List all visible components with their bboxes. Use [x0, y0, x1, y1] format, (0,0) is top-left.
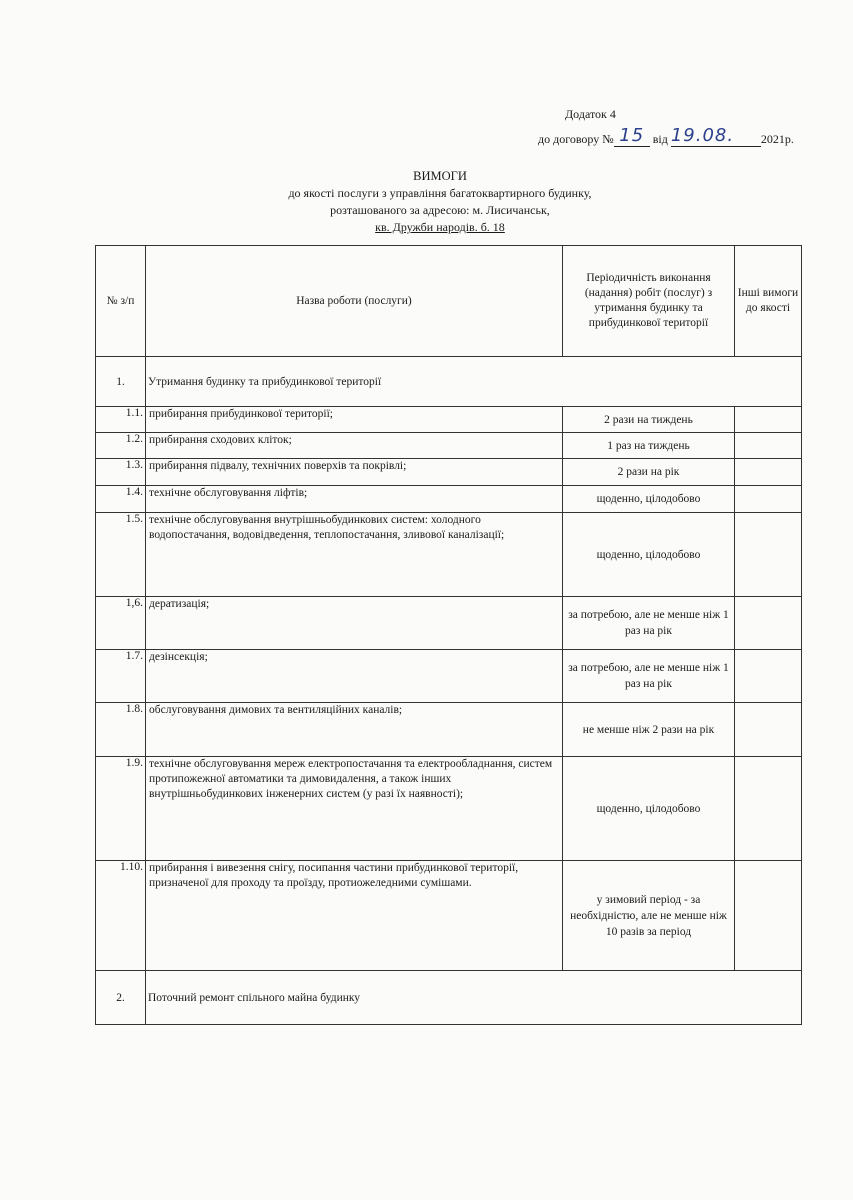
section-number: 2.	[96, 971, 146, 1025]
table-row	[96, 513, 802, 597]
row-periodicity: у зимовий період - за необхідністю, але не менше ніж 10 разів за період	[563, 861, 735, 971]
row-other	[735, 703, 802, 757]
row-work-name: дератизація;	[146, 597, 563, 650]
table-row	[96, 703, 802, 757]
row-number: 1.1.	[96, 407, 146, 433]
row-work-name: обслуговування димових та вентиляційних каналів;	[146, 703, 563, 757]
row-periodicity: 2 рази на рік	[563, 459, 735, 486]
header-other-requirements: Інші вимоги до якості	[735, 246, 802, 357]
header-number: № з/п	[96, 246, 146, 357]
row-periodicity: щоденно, цілодобово	[563, 757, 735, 861]
row-number: 1,6.	[96, 597, 146, 650]
row-number: 1.2.	[96, 433, 146, 459]
section-title: Поточний ремонт спільного майна будинку	[146, 971, 802, 1025]
title-line-1: до якості послуги з управління багатоквартирного будинку,	[288, 186, 592, 200]
row-number: 1.3.	[96, 459, 146, 486]
row-other	[735, 650, 802, 703]
row-other	[735, 757, 802, 861]
requirements-table	[95, 245, 802, 1025]
contract-from: від	[652, 132, 668, 146]
table-row	[96, 650, 802, 703]
row-number: 1.5.	[96, 513, 146, 597]
table-row	[96, 486, 802, 513]
row-number: 1.8.	[96, 703, 146, 757]
contract-prefix: до договору №	[538, 132, 614, 146]
table-header-row	[96, 246, 802, 357]
row-number: 1.4.	[96, 486, 146, 513]
row-periodicity: за потребою, але не менше ніж 1 раз на рік	[563, 597, 735, 650]
appendix-label: Додаток 4	[565, 107, 616, 121]
row-other	[735, 433, 802, 459]
contract-reference	[538, 125, 794, 147]
header-work-name: Назва роботи (послуги)	[146, 246, 563, 357]
row-other	[735, 459, 802, 486]
table-row	[96, 597, 802, 650]
section-number: 1.	[96, 357, 146, 407]
row-other	[735, 407, 802, 433]
row-number: 1.10.	[96, 861, 146, 971]
row-work-name: прибирання і вивезення снігу, посипання частини прибудинкової території, призначеної для проходу та проїзду, протиожеледними сумішами.	[146, 861, 563, 971]
row-other	[735, 513, 802, 597]
contract-number: 15	[619, 125, 645, 146]
row-work-name: прибирання прибудинкової території;	[146, 407, 563, 433]
row-work-name: технічне обслуговування внутрішньобудинкових систем: холодного водопостачання, водовідведення, теплопостачання, зливової каналізації;	[146, 513, 563, 597]
row-number: 1.7.	[96, 650, 146, 703]
row-work-name: прибирання сходових кліток;	[146, 433, 563, 459]
table-row	[96, 433, 802, 459]
table-row	[96, 407, 802, 433]
section-row	[96, 971, 802, 1025]
contract-year: 2021р.	[760, 132, 794, 146]
row-periodicity: не менше ніж 2 рази на рік	[563, 703, 735, 757]
row-work-name: технічне обслуговування мереж електропостачання та електрообладнання, систем протипожежної автоматики та димовидалення, а також інших внутрішньобудинкових інженерних систем (у разі їх наявності);	[146, 757, 563, 861]
row-other	[735, 597, 802, 650]
table-row	[96, 459, 802, 486]
row-periodicity: щоденно, цілодобово	[563, 513, 735, 597]
table-row	[96, 861, 802, 971]
row-periodicity: щоденно, цілодобово	[563, 486, 735, 513]
row-work-name: прибирання підвалу, технічних поверхів та покрівлі;	[146, 459, 563, 486]
row-periodicity: 2 рази на тиждень	[563, 407, 735, 433]
row-periodicity: за потребою, але не менше ніж 1 раз на рік	[563, 650, 735, 703]
section-row	[96, 357, 802, 407]
table-row	[96, 757, 802, 861]
row-work-name: технічне обслуговування ліфтів;	[146, 486, 563, 513]
contract-date: 19.08.	[670, 125, 735, 146]
contract-date-blank	[670, 125, 761, 147]
contract-number-blank	[614, 125, 650, 147]
document-title: ВИМОГИ	[413, 169, 467, 183]
row-other	[735, 861, 802, 971]
row-work-name: дезінсекція;	[146, 650, 563, 703]
title-block	[240, 168, 640, 236]
row-number: 1.9.	[96, 757, 146, 861]
title-address: кв. Дружби народів. б. 18	[375, 220, 505, 234]
header-periodicity: Періодичність виконання (надання) робіт (послуг) з утримання будинку та прибудинкової території	[563, 246, 735, 357]
row-other	[735, 486, 802, 513]
section-title: Утримання будинку та прибудинкової території	[146, 357, 802, 407]
title-line-2: розташованого за адресою: м. Лисичанськ,	[330, 203, 550, 217]
row-periodicity: 1 раз на тиждень	[563, 433, 735, 459]
